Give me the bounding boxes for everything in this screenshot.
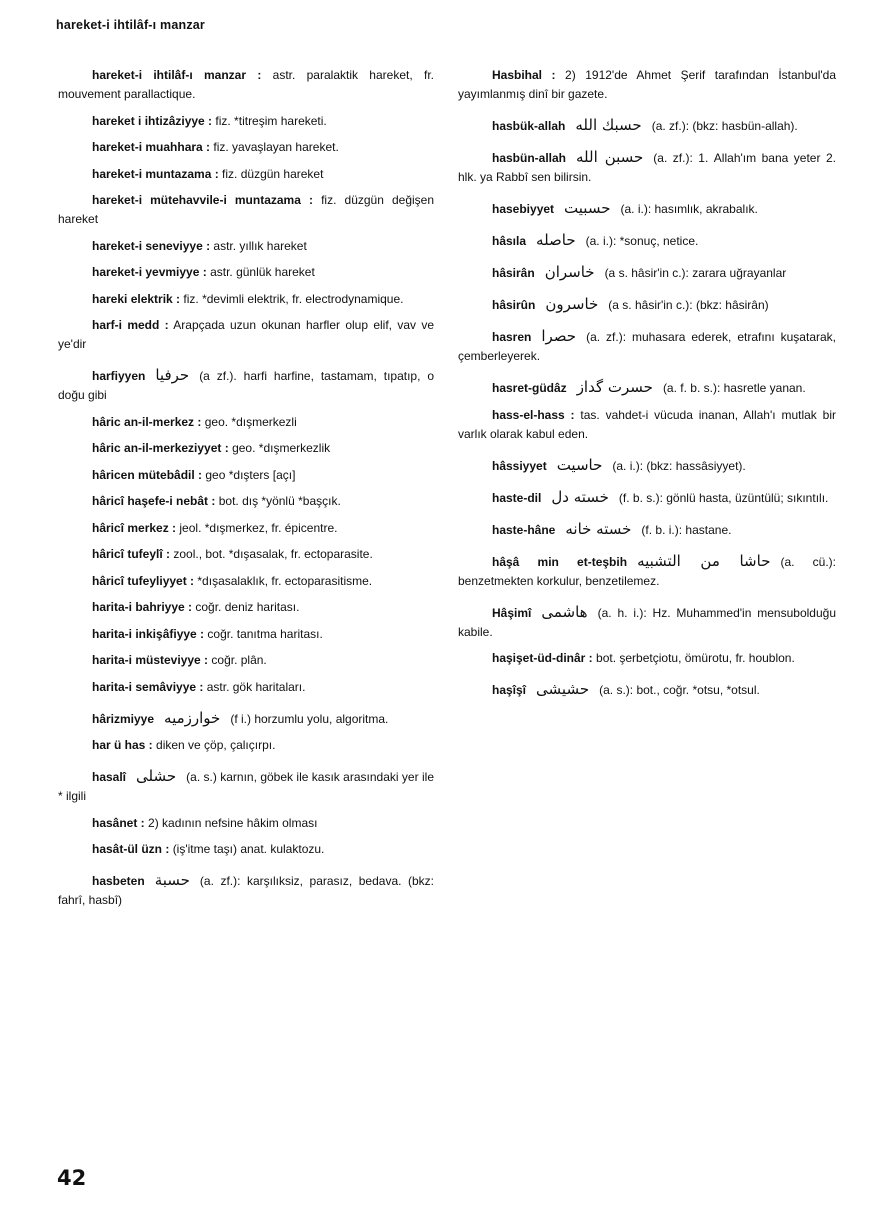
entry-arabic-script: حسبة	[154, 871, 190, 889]
dictionary-entry	[58, 66, 434, 104]
entry-arabic-script: حسرت گداز	[576, 378, 653, 396]
entry-arabic-script: حسبيت	[564, 199, 611, 217]
entry-definition: fiz. *titreşim hareketi.	[215, 113, 327, 128]
entry-definition: (a s. hâsir'in c.): zarara uğrayanlar	[604, 266, 787, 280]
dictionary-entry	[458, 552, 836, 591]
entry-headword: hâsıla	[492, 234, 527, 248]
dictionary-entry	[458, 603, 836, 642]
dictionary-entry	[458, 327, 836, 366]
dictionary-entry	[58, 519, 434, 538]
entry-definition: 2) kadının nefsine hâkim olması	[148, 815, 318, 830]
running-head: hareket-i ihtilâf-ı manzar	[56, 18, 205, 32]
entry-headword: hâricen mütebâdil :	[92, 467, 203, 482]
entry-definition: geo *dışters [açı]	[205, 467, 296, 482]
entry-definition: geo. *dışmerkezlik	[232, 441, 331, 455]
entry-headword: hasât-ül üzn :	[92, 842, 170, 856]
entry-arabic-script: حصرا	[541, 327, 577, 345]
entry-headword: hareket-i seneviyye :	[92, 238, 211, 253]
entry-headword: hasebiyyet	[492, 202, 555, 216]
entry-definition: (f. b. i.): hastane.	[641, 522, 732, 537]
dictionary-entry	[58, 165, 434, 184]
entry-definition: (a s. hâsir'in c.): (bkz: hâsirân)	[608, 298, 769, 312]
dictionary-entry	[458, 295, 836, 315]
dictionary-entry	[458, 378, 836, 398]
entry-definition: 2) 1912'de Ahmet Şerif tarafından İstanbul'da yayımlanmış dinî bir gazete.	[458, 68, 836, 101]
entry-headword: hasalî	[92, 770, 127, 784]
entry-arabic-script: خسته دل	[551, 487, 609, 506]
entry-headword: Hâşimî	[492, 605, 532, 620]
dictionary-entry	[458, 66, 836, 104]
dictionary-entry	[58, 598, 434, 617]
entry-headword: harf-i medd :	[92, 318, 169, 332]
entry-headword: hâric an-il-merkeziyyet :	[92, 441, 229, 455]
entry-arabic-script: حاسيت	[556, 455, 603, 474]
dictionary-entry	[58, 492, 434, 511]
entry-definition: (a. i.): hasımlık, akrabalık.	[620, 202, 758, 216]
dictionary-entry	[458, 199, 836, 219]
entry-headword: haşîşî	[492, 683, 527, 697]
entry-headword: hâricî tufeylî :	[92, 547, 171, 561]
entry-arabic-script: حاصله	[536, 231, 576, 249]
entry-arabic-script: حاشا من التشبيه	[637, 551, 771, 570]
dictionary-entry	[58, 572, 434, 591]
entry-definition: (a. i.): (bkz: hassâsiyyet).	[612, 458, 746, 473]
entry-definition: (a. f. b. s.): hasretle yanan.	[662, 381, 806, 395]
dictionary-entry	[58, 290, 434, 309]
entry-headword: hasbük-allah	[492, 119, 566, 133]
dictionary-entry	[458, 649, 836, 668]
dictionary-entry	[58, 871, 434, 910]
entry-headword: hâricî haşefe-i nebât :	[92, 494, 216, 508]
dictionary-entry	[58, 237, 434, 256]
entry-headword: hâsirân	[492, 266, 535, 280]
entry-headword: hâssiyyet	[492, 458, 547, 473]
dictionary-entry	[458, 263, 836, 283]
dictionary-entry	[58, 366, 434, 405]
dictionary-entry	[58, 709, 434, 729]
dictionary-entry	[58, 138, 434, 157]
entry-definition: *dışasalaklık, fr. ectoparasitisme.	[197, 573, 373, 588]
dictionary-entry	[458, 520, 836, 540]
dictionary-entry	[58, 625, 434, 644]
entry-headword: harita-i inkişâfiyye :	[92, 626, 205, 641]
entry-headword: hâric an-il-merkez :	[92, 414, 202, 429]
entry-definition: zool., bot. *dışasalak, fr. ectoparasite.	[173, 547, 373, 561]
entry-definition: astr. gök haritaları.	[206, 679, 306, 694]
entry-definition: (a. s.) karnın, göbek ile kasık arasındaki yer ile * ilgili	[58, 770, 434, 803]
entry-headword: hasbeten	[92, 874, 145, 888]
dictionary-entry	[58, 736, 434, 755]
dictionary-entry	[58, 678, 434, 697]
entry-headword: hârizmiyye	[92, 711, 155, 726]
entry-definition: (a. zf.): muhasara ederek, etrafını kuşatarak, çemberleyerek.	[458, 330, 836, 363]
entry-definition: (a. h. i.): Hz. Muhammed'in mensubolduğu kabile.	[458, 605, 836, 639]
entry-definition: (a. i.): *sonuç, netice.	[585, 234, 699, 248]
entry-definition: bot. şerbetçiotu, ömürotu, fr. houblon.	[596, 651, 795, 665]
entry-headword: hasret-güdâz	[492, 381, 567, 395]
entry-definition: (f i.) horzumlu yolu, algoritma.	[230, 711, 389, 726]
entry-definition: astr. günlük hareket	[210, 265, 315, 279]
entry-arabic-script: حسبك الله	[575, 116, 642, 134]
entry-definition: coğr. tanıtma haritası.	[207, 626, 323, 641]
entry-definition: fiz. *devimli elektrik, fr. electrodynamique.	[183, 291, 404, 306]
entry-definition: geo. *dışmerkezli	[204, 414, 297, 429]
entry-arabic-script: خاسران	[544, 263, 595, 281]
dictionary-entry	[458, 488, 836, 508]
entry-headword: haste-hâne	[492, 522, 556, 537]
dictionary-entry	[58, 263, 434, 282]
entry-definition: astr. paralaktik hareket, fr. mouvement parallactique.	[58, 68, 434, 101]
entry-arabic-script: خوارزميه	[164, 708, 221, 727]
dictionary-entry	[58, 112, 434, 131]
entry-arabic-script: خسته خانه	[565, 519, 632, 538]
entry-definition: bot. dış *yönlü *başçık.	[218, 494, 341, 508]
entry-headword: hass-el-hass :	[492, 407, 575, 422]
entry-headword: hâricî tufeyliyyet :	[92, 573, 195, 588]
dictionary-entry	[58, 466, 434, 485]
dictionary-entry	[58, 413, 434, 432]
entry-definition: coğr. plân.	[211, 653, 267, 667]
dictionary-entry	[458, 456, 836, 476]
entry-definition: (iş'itme taşı) anat. kulaktozu.	[172, 842, 325, 856]
dictionary-entry	[58, 814, 434, 833]
dictionary-entry	[458, 680, 836, 700]
entry-headword: hareki elektrik :	[92, 291, 181, 306]
page-number: 42	[57, 1166, 87, 1190]
entry-headword: hâsirûn	[492, 298, 536, 312]
entry-arabic-script: حرفيا	[155, 366, 190, 384]
entry-definition: Arapçada uzun okunan harfler olup elif, vav ve ye'dir	[58, 318, 434, 351]
entry-headword: hareket-i ihtilâf-ı manzar :	[92, 68, 262, 82]
entry-arabic-script: حسبن الله	[576, 148, 644, 166]
entry-definition: jeol. *dışmerkez, fr. épicentre.	[179, 520, 338, 535]
entry-arabic-script: حشلى	[136, 767, 177, 785]
entry-headword: hareket-i muahhara :	[92, 140, 211, 154]
left-column	[58, 66, 434, 918]
entry-definition: astr. yıllık hareket	[213, 238, 307, 253]
entry-definition: diken ve çöp, çalıçırpı.	[156, 738, 276, 752]
entry-definition: (a zf.). harfi harfine, tastamam, tıpatıp, o doğu gibi	[58, 369, 434, 402]
entry-headword: hareket-i yevmiyye :	[92, 265, 207, 279]
entry-arabic-script: هاشمى	[541, 602, 588, 621]
entry-headword: har ü has :	[92, 738, 153, 752]
entry-headword: hasbün-allah	[492, 151, 567, 165]
dictionary-entry	[458, 231, 836, 251]
entry-headword: hâricî merkez :	[92, 520, 177, 535]
entry-definition: (a. zf.): 1. Allah'ım bana yeter 2. hlk. ya Rabbî sen bilirsin.	[458, 151, 836, 184]
entry-headword: hasânet :	[92, 815, 145, 830]
dictionary-entry	[58, 651, 434, 670]
entry-headword: Hasbihal :	[492, 68, 556, 82]
right-column	[458, 66, 836, 708]
dictionary-entry	[458, 148, 836, 187]
entry-definition: fiz. düzgün değişen hareket	[58, 193, 435, 226]
entry-headword: harita-i semâviyye :	[92, 679, 204, 694]
entry-definition: (f. b. s.): gönlü hasta, üzüntülü; sıkıntılı.	[618, 490, 829, 505]
dictionary-entry	[58, 767, 434, 806]
entry-headword: hareket-i muntazama :	[92, 166, 219, 181]
dictionary-entry	[458, 406, 836, 444]
entry-headword: hâşâ min et-teşbih	[492, 554, 628, 569]
entry-definition: (a. cü.): benzetmekten korkulur, benzetilemez.	[458, 554, 836, 588]
entry-arabic-script: حشيشى	[536, 680, 590, 698]
entry-definition: (a. zf.): karşılıksiz, parasız, bedava. (bkz: fahrî, hasbî)	[58, 874, 434, 907]
entry-definition: (a. s.): bot., coğr. *otsu, *otsul.	[599, 683, 760, 697]
entry-headword: haşişet-üd-dinâr :	[492, 651, 593, 665]
dictionary-entry	[58, 840, 434, 859]
entry-headword: haste-dil	[492, 490, 542, 505]
entry-headword: hasren	[492, 330, 532, 344]
entry-definition: coğr. deniz haritası.	[195, 600, 300, 614]
dictionary-entry	[58, 191, 434, 229]
entry-definition: fiz. düzgün hareket	[222, 166, 324, 181]
entry-definition: (a. zf.): (bkz: hasbün-allah).	[651, 119, 798, 133]
entry-headword: hareket-i mütehavvile-i muntazama :	[92, 193, 313, 207]
dictionary-entry	[58, 439, 434, 458]
entry-headword: harita-i müsteviyye :	[92, 653, 209, 667]
dictionary-entry	[458, 116, 836, 136]
entry-headword: harita-i bahriyye :	[92, 600, 193, 614]
entry-headword: harfiyyen	[92, 369, 146, 383]
dictionary-entry	[58, 316, 434, 354]
entry-arabic-script: خاسرون	[545, 295, 599, 313]
entry-definition: fiz. yavaşlayan hareket.	[213, 140, 339, 154]
dictionary-entry	[58, 545, 434, 564]
entry-headword: hareket i ihtizâziyye :	[92, 113, 213, 128]
entry-definition: tas. vahdet-i vücuda inanan, Allah'ı mutlak bir varlık olarak kabul eden.	[458, 407, 836, 441]
